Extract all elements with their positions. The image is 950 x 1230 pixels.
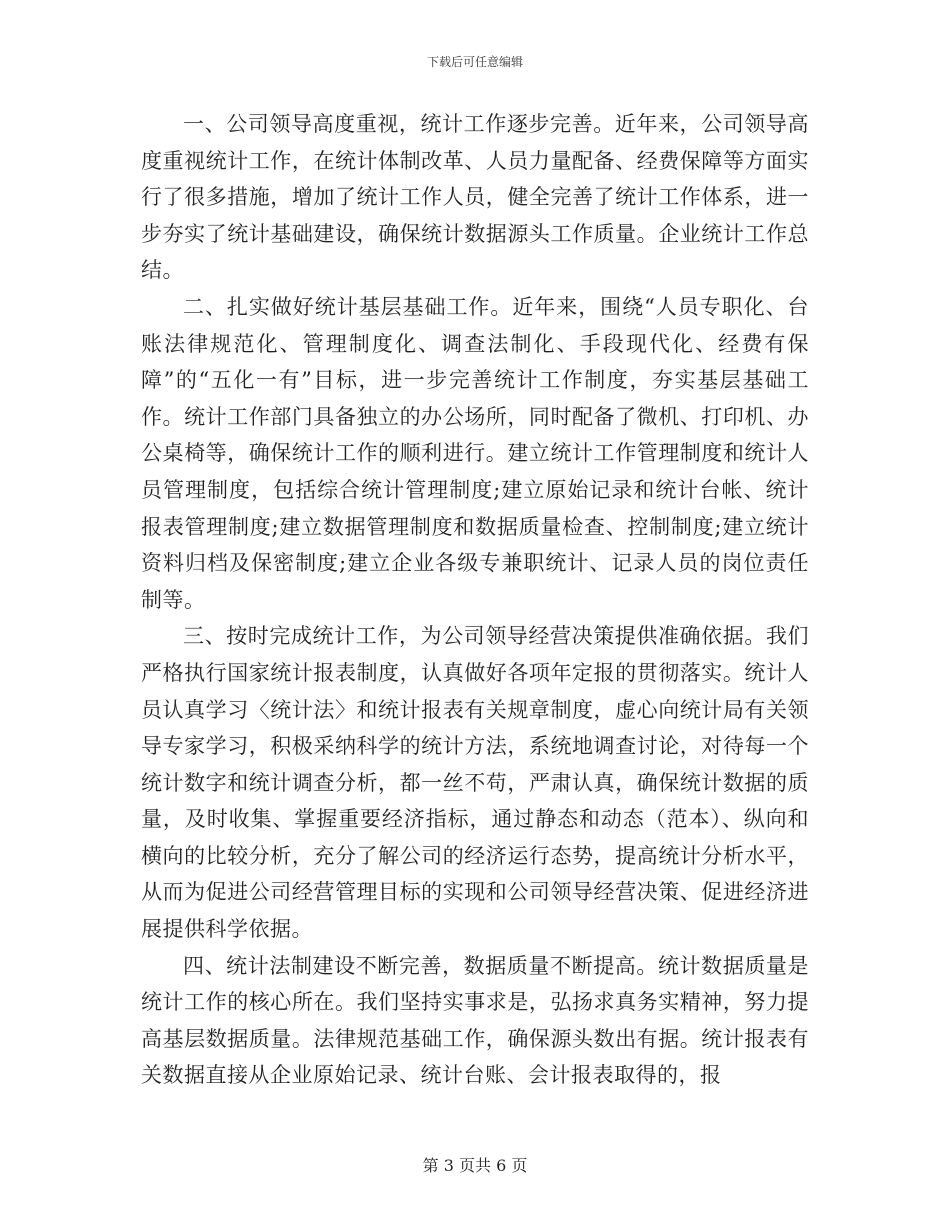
- document-body: [141, 106, 809, 1094]
- paragraph-1: 一、公司领导高度重视，统计工作逐步完善。近年来，公司领导高度重视统计工作，在统计体制改革、人员力量配备、经费保障等方面实行了很多措施，增加了统计工作人员，健全完善了统计工作体系，进一步夯实了统计基础建设，确保统计数据源头工作质量。企业统计工作总结。: [141, 112, 809, 283]
- paragraph-3: 三、按时完成统计工作，为公司领导经营决策提供准确依据。我们严格执行国家统计报表制度，认真做好各项年定报的贯彻落实。统计人员认真学习〈统计法〉和统计报表有关规章制度，虚心向统计局有关领导专家学习，积极采纳科学的统计方法，系统地调查讨论，对待每一个统计数字和统计调查分析，都一丝不苟，严肃认真，确保统计数据的质量，及时收集、掌握重要经济指标，通过静态和动态（范本）、纵向和横向的比较分析，充分了解公司的经济运行态势，提高统计分析水平，从而为促进公司经营管理目标的实现和公司领导经营决策、促进经济进展提供科学依据。: [141, 624, 809, 942]
- paragraph-4: 四、统计法制建设不断完善，数据质量不断提高。统计数据质量是统计工作的核心所在。我们坚持实事求是，弘扬求真务实精神，努力提高基层数据质量。法律规范基础工作，确保源头数出有据。统计报表有关数据直接从企业原始记录、统计台账、会计报表取得的，报: [141, 953, 809, 1088]
- page-number-footer: 第 3 页共 6 页: [422, 1156, 528, 1175]
- paragraph-2: 二、扎实做好统计基层基础工作。近年来，围绕“人员专职化、台账法律规范化、管理制度化、调查法制化、手段现代化、经费有保障”的“五化一有”目标，进一步完善统计工作制度，夯实基层基础工作。统计工作部门具备独立的办公场所，同时配备了微机、打印机、办公桌椅等，确保统计工作的顺利进行。建立统计工作管理制度和统计人员管理制度，包括综合统计管理制度;建立原始记录和统计台帐、统计报表管理制度;建立数据管理制度和数据质量检查、控制制度;建立统计资料归档及保密制度;建立企业各级专兼职统计、记录人员的岗位责任制等。: [141, 294, 809, 612]
- page-header-note: 下载后可任意编辑: [426, 55, 523, 69]
